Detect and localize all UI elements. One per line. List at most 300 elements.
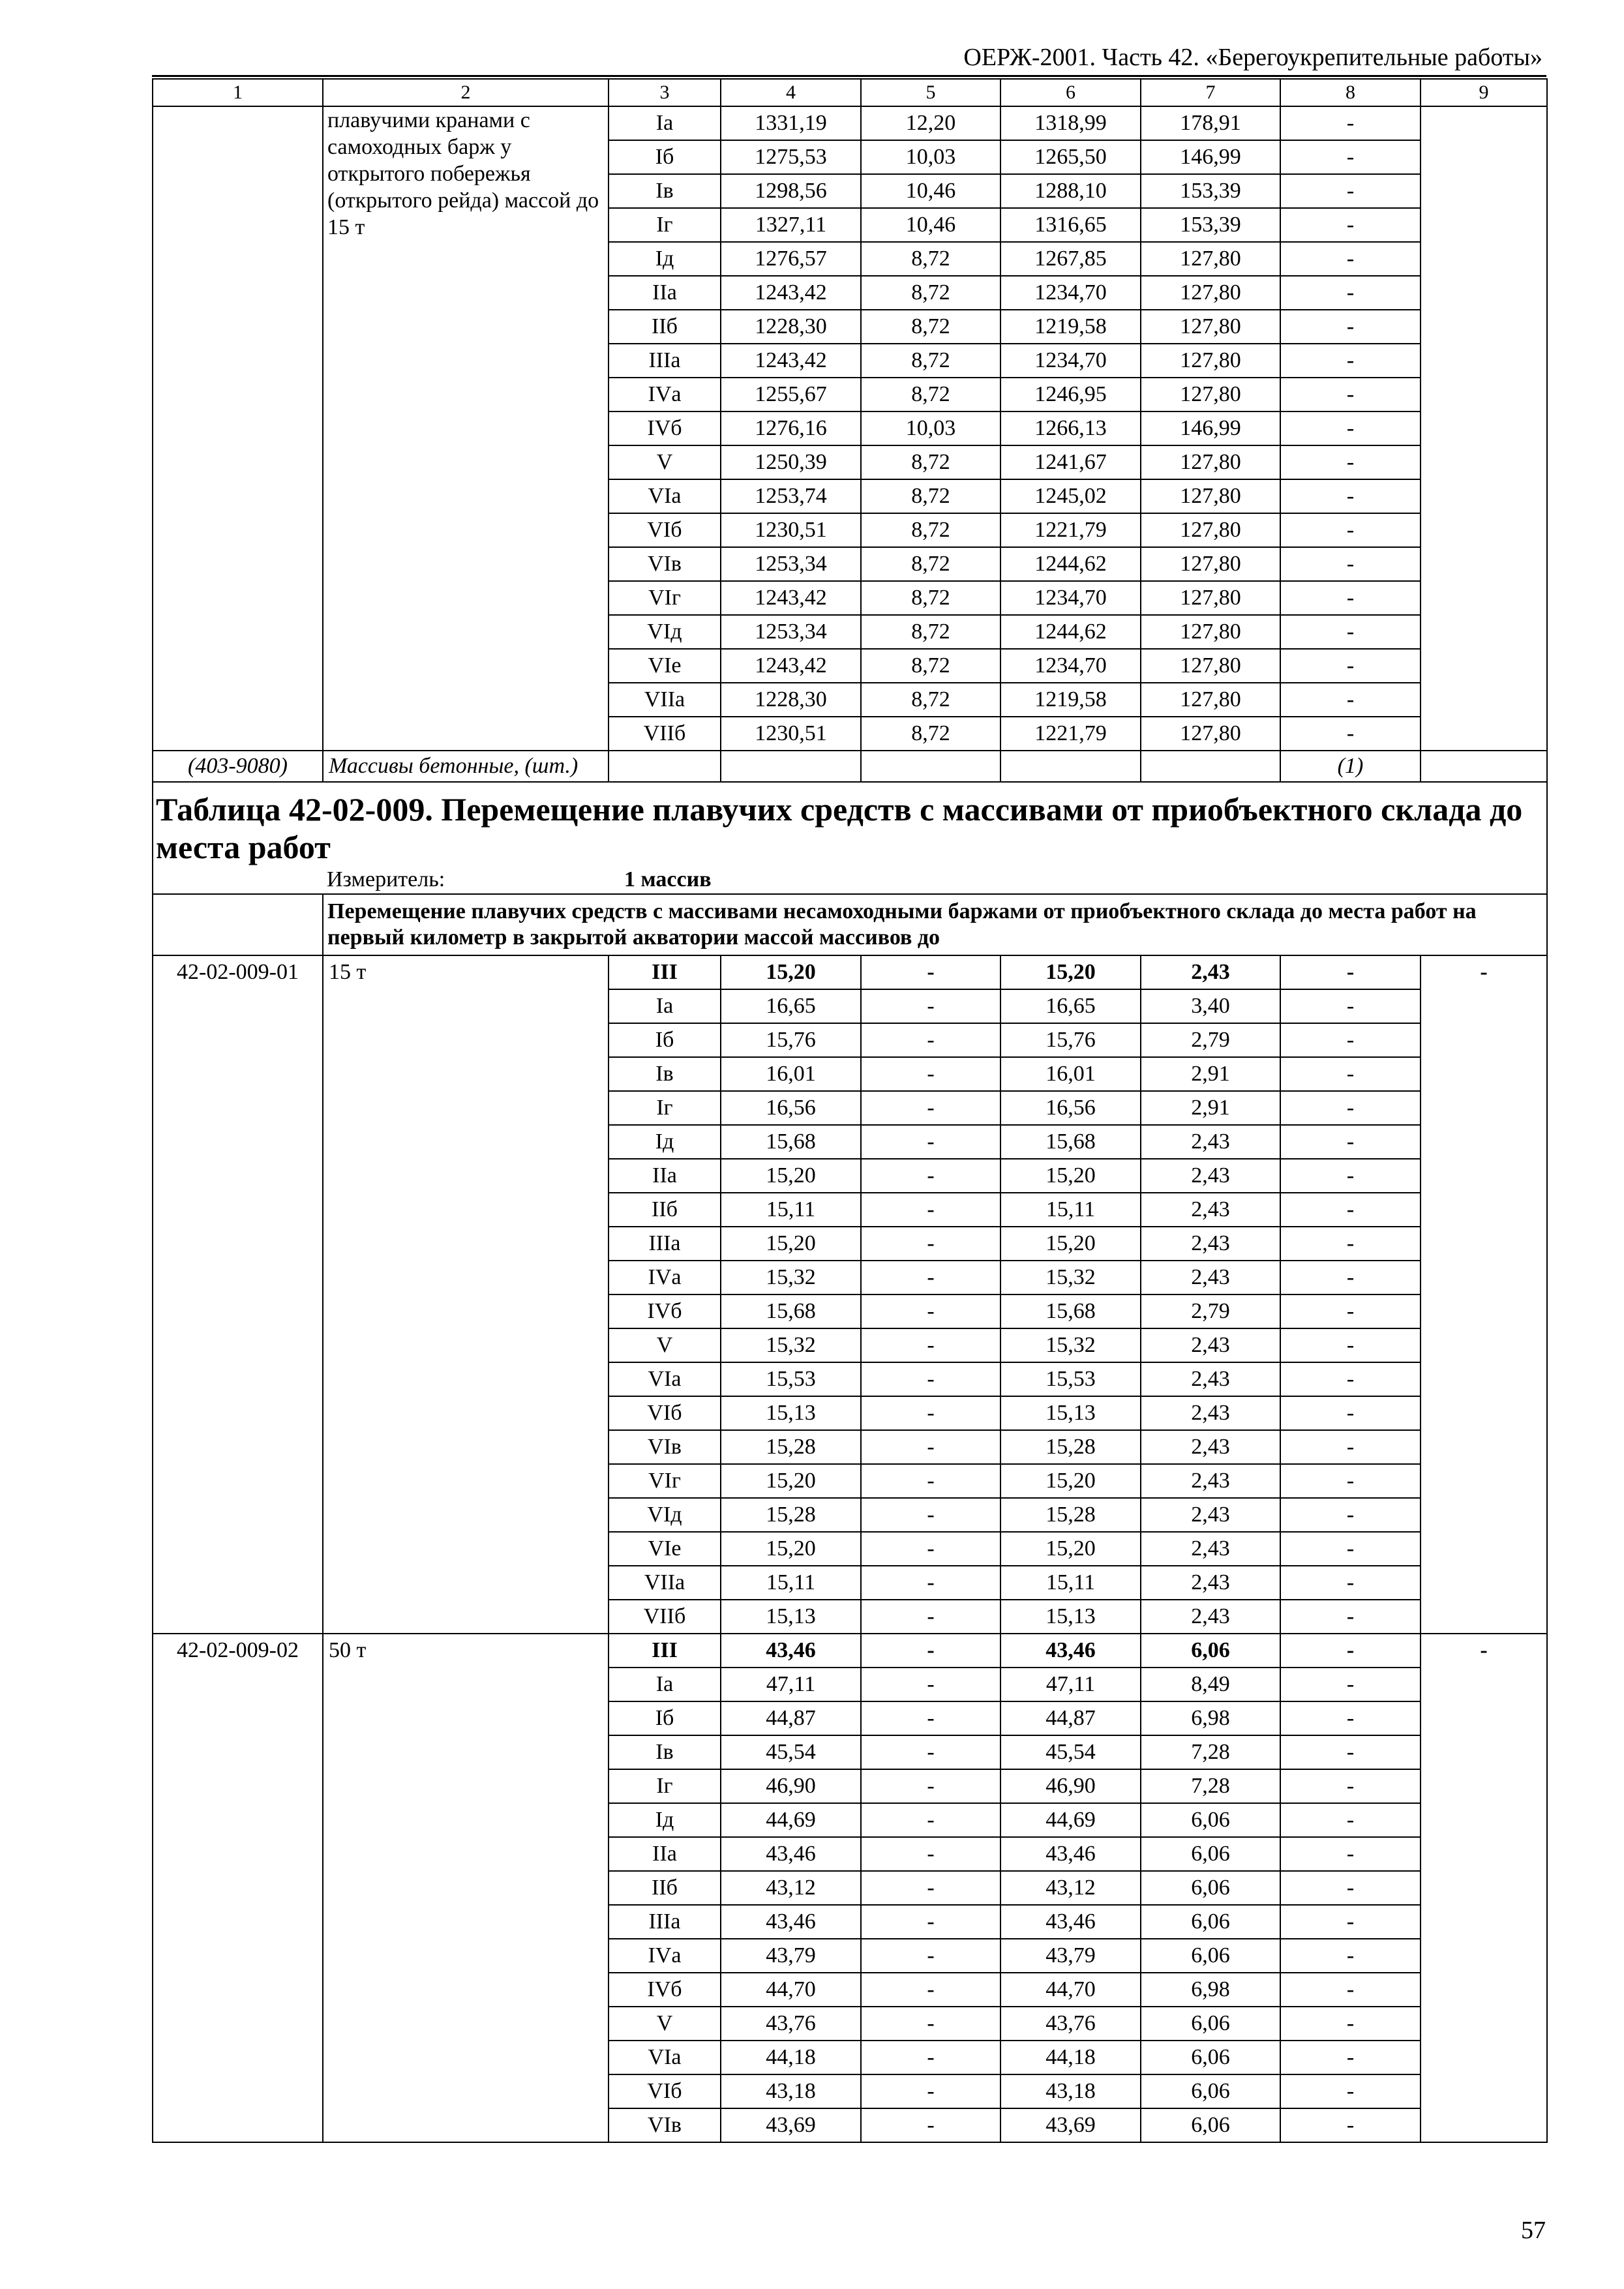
zone-cell: Iб bbox=[609, 1701, 721, 1735]
zone-cell: IVа bbox=[609, 1261, 721, 1294]
value-cell: 2,43 bbox=[1141, 1193, 1280, 1227]
value-cell: - bbox=[1280, 1362, 1421, 1396]
value-cell: - bbox=[1280, 1769, 1421, 1803]
value-cell: 15,20 bbox=[1000, 1159, 1141, 1193]
value-cell: 6,06 bbox=[1141, 1837, 1280, 1871]
zone-cell: VIв bbox=[609, 547, 721, 581]
value-cell: 2,91 bbox=[1141, 1091, 1280, 1125]
value-cell: - bbox=[861, 1837, 1000, 1871]
zone-cell: IIа bbox=[609, 1837, 721, 1871]
value-cell: - bbox=[861, 1566, 1000, 1600]
value-cell: 16,56 bbox=[721, 1091, 861, 1125]
value-cell: - bbox=[1280, 1871, 1421, 1905]
value-cell: - bbox=[861, 1261, 1000, 1294]
value-cell: - bbox=[1280, 1668, 1421, 1701]
zone-cell: VIб bbox=[609, 2074, 721, 2108]
value-cell: 127,80 bbox=[1141, 344, 1280, 378]
value-cell: 1244,62 bbox=[1000, 547, 1141, 581]
resource-name: Массивы бетонные, (шт.) bbox=[323, 751, 609, 782]
value-cell: 15,20 bbox=[1000, 1532, 1141, 1566]
value-cell: - bbox=[861, 1294, 1000, 1328]
value-cell: 1234,70 bbox=[1000, 581, 1141, 615]
mass-label: 15 т bbox=[323, 955, 609, 1634]
value-cell: 15,76 bbox=[1000, 1023, 1141, 1057]
zone-cell: Iб bbox=[609, 140, 721, 174]
value-cell: - bbox=[861, 1634, 1000, 1668]
value-cell: 1318,99 bbox=[1000, 106, 1141, 140]
value-cell: 178,91 bbox=[1141, 106, 1280, 140]
value-cell: 153,39 bbox=[1141, 174, 1280, 208]
value-cell: 1265,50 bbox=[1000, 140, 1141, 174]
value-cell: 15,20 bbox=[721, 1159, 861, 1193]
value-cell: 8,72 bbox=[861, 310, 1000, 344]
column-number: 9 bbox=[1421, 79, 1547, 106]
value-cell: 44,18 bbox=[1000, 2041, 1141, 2074]
value-cell: 2,79 bbox=[1141, 1023, 1280, 1057]
value-cell: 15,13 bbox=[721, 1600, 861, 1634]
value-cell: - bbox=[1280, 174, 1421, 208]
zone-cell: VIа bbox=[609, 479, 721, 513]
value-cell: 1243,42 bbox=[721, 581, 861, 615]
value-cell: 8,72 bbox=[861, 242, 1000, 276]
value-cell: 127,80 bbox=[1141, 683, 1280, 717]
value-cell: - bbox=[861, 1227, 1000, 1261]
value-cell: 1275,53 bbox=[721, 140, 861, 174]
zone-cell: IVб bbox=[609, 1294, 721, 1328]
value-cell: 1243,42 bbox=[721, 276, 861, 310]
value-cell: 15,20 bbox=[1000, 955, 1141, 989]
value-cell: 1253,34 bbox=[721, 547, 861, 581]
value-cell: - bbox=[1280, 276, 1421, 310]
measure-row bbox=[153, 866, 1547, 894]
value-cell: 15,32 bbox=[1000, 1261, 1141, 1294]
table-row-main bbox=[153, 955, 1547, 989]
value-cell: 2,43 bbox=[1141, 1159, 1280, 1193]
zone-cell: IVб bbox=[609, 1973, 721, 2007]
value-cell: - bbox=[1280, 717, 1421, 751]
zone-cell: Iв bbox=[609, 1057, 721, 1091]
zone-cell: Iб bbox=[609, 1023, 721, 1057]
value-cell: - bbox=[861, 1396, 1000, 1430]
zone-cell: Iд bbox=[609, 1125, 721, 1159]
zone-cell: Iа bbox=[609, 106, 721, 140]
value-cell: 43,46 bbox=[721, 1905, 861, 1939]
value-cell: - bbox=[1280, 1328, 1421, 1362]
value-cell: - bbox=[1280, 1159, 1421, 1193]
value-cell: 15,11 bbox=[721, 1566, 861, 1600]
zone-cell: Iг bbox=[609, 208, 721, 242]
value-cell: 10,46 bbox=[861, 174, 1000, 208]
value-cell: 2,43 bbox=[1141, 1362, 1280, 1396]
value-cell: - bbox=[1280, 1294, 1421, 1328]
zone-cell: VIIа bbox=[609, 683, 721, 717]
value-cell: 1266,13 bbox=[1000, 411, 1141, 445]
value-cell: 43,18 bbox=[721, 2074, 861, 2108]
empty-cell bbox=[1000, 751, 1141, 782]
value-cell: 15,32 bbox=[1000, 1328, 1141, 1362]
value-cell: 44,70 bbox=[1000, 1973, 1141, 2007]
value-cell: 43,46 bbox=[1000, 1837, 1141, 1871]
value-cell: - bbox=[861, 1125, 1000, 1159]
value-cell: 8,72 bbox=[861, 581, 1000, 615]
zone-cell: IIIа bbox=[609, 344, 721, 378]
zone-cell: IVа bbox=[609, 378, 721, 411]
value-cell: 1246,95 bbox=[1000, 378, 1141, 411]
value-cell: 127,80 bbox=[1141, 581, 1280, 615]
rates-table-body bbox=[153, 79, 1547, 2142]
value-cell: - bbox=[1421, 955, 1547, 1634]
zone-cell: V bbox=[609, 1328, 721, 1362]
value-cell: - bbox=[1280, 1193, 1421, 1227]
value-cell: - bbox=[861, 1498, 1000, 1532]
value-cell: 8,72 bbox=[861, 378, 1000, 411]
value-cell: 1228,30 bbox=[721, 310, 861, 344]
value-cell: 2,43 bbox=[1141, 955, 1280, 989]
value-cell: 1234,70 bbox=[1000, 276, 1141, 310]
measure-spacer bbox=[153, 866, 323, 894]
table-title-row bbox=[153, 782, 1547, 866]
value-cell: - bbox=[1280, 1023, 1421, 1057]
value-cell: 15,11 bbox=[1000, 1193, 1141, 1227]
rate-code: 42-02-009-01 bbox=[153, 955, 323, 1634]
value-cell: 1219,58 bbox=[1000, 310, 1141, 344]
value-cell: 15,20 bbox=[1000, 1464, 1141, 1498]
value-cell: - bbox=[861, 1701, 1000, 1735]
value-cell: 15,20 bbox=[721, 955, 861, 989]
value-cell: - bbox=[861, 1735, 1000, 1769]
resource-code: (403-9080) bbox=[153, 751, 323, 782]
value-cell: 127,80 bbox=[1141, 513, 1280, 547]
table-row-main bbox=[153, 1634, 1547, 1668]
value-cell: - bbox=[1280, 208, 1421, 242]
value-cell: - bbox=[1280, 1735, 1421, 1769]
zone-cell: IVа bbox=[609, 1939, 721, 1973]
value-cell: 127,80 bbox=[1141, 378, 1280, 411]
value-cell: 43,46 bbox=[721, 1837, 861, 1871]
value-cell: - bbox=[1280, 649, 1421, 683]
value-cell: 16,01 bbox=[721, 1057, 861, 1091]
value-cell: 1221,79 bbox=[1000, 717, 1141, 751]
value-cell: - bbox=[861, 1464, 1000, 1498]
value-cell: - bbox=[861, 1328, 1000, 1362]
empty-cell bbox=[861, 751, 1000, 782]
value-cell: - bbox=[1280, 1600, 1421, 1634]
resource-footer-row bbox=[153, 751, 1547, 782]
value-cell: 8,72 bbox=[861, 683, 1000, 717]
zone-cell: VIв bbox=[609, 2108, 721, 2142]
value-cell: 1276,57 bbox=[721, 242, 861, 276]
value-cell: 2,79 bbox=[1141, 1294, 1280, 1328]
running-header: ОЕРЖ-2001. Часть 42. «Берегоукрепительные работы» bbox=[963, 44, 1542, 71]
zone-cell: VIIа bbox=[609, 1566, 721, 1600]
zone-cell: VIIб bbox=[609, 1600, 721, 1634]
value-cell: 15,68 bbox=[1000, 1294, 1141, 1328]
value-cell: 1241,67 bbox=[1000, 445, 1141, 479]
value-cell: - bbox=[1421, 1634, 1547, 2142]
column-number: 3 bbox=[609, 79, 721, 106]
column-number: 1 bbox=[153, 79, 323, 106]
value-cell: - bbox=[861, 1057, 1000, 1091]
value-cell: 44,18 bbox=[721, 2041, 861, 2074]
value-cell: - bbox=[1280, 2007, 1421, 2041]
value-cell: 2,43 bbox=[1141, 1125, 1280, 1159]
value-cell: 1230,51 bbox=[721, 513, 861, 547]
value-cell: - bbox=[1280, 1803, 1421, 1837]
value-cell: 8,72 bbox=[861, 547, 1000, 581]
value-cell: 15,68 bbox=[1000, 1125, 1141, 1159]
value-cell: 43,69 bbox=[721, 2108, 861, 2142]
value-cell: 47,11 bbox=[721, 1668, 861, 1701]
value-cell: 44,70 bbox=[721, 1973, 861, 2007]
value-cell: 6,06 bbox=[1141, 2041, 1280, 2074]
zone-cell: Iв bbox=[609, 1735, 721, 1769]
value-cell: - bbox=[1280, 1464, 1421, 1498]
value-cell: - bbox=[861, 1532, 1000, 1566]
value-cell: 46,90 bbox=[721, 1769, 861, 1803]
value-cell: 1267,85 bbox=[1000, 242, 1141, 276]
value-cell: 43,76 bbox=[1000, 2007, 1141, 2041]
value-cell: 127,80 bbox=[1141, 276, 1280, 310]
zone-cell: Iа bbox=[609, 1668, 721, 1701]
value-cell: - bbox=[1280, 344, 1421, 378]
subheading: Перемещение плавучих средств с массивами несамоходными баржами от приобъектного склада до места работ на первый километр в закрытой акватории массой массивов до bbox=[323, 894, 1547, 955]
zone-cell: III bbox=[609, 955, 721, 989]
value-cell: 43,12 bbox=[1000, 1871, 1141, 1905]
column-number: 4 bbox=[721, 79, 861, 106]
value-cell: 43,46 bbox=[721, 1634, 861, 1668]
page-number: 57 bbox=[1521, 2217, 1546, 2244]
value-cell: 15,76 bbox=[721, 1023, 861, 1057]
zone-cell: V bbox=[609, 2007, 721, 2041]
zone-cell: VIд bbox=[609, 615, 721, 649]
value-cell: 2,43 bbox=[1141, 1600, 1280, 1634]
column-number: 2 bbox=[323, 79, 609, 106]
value-cell: - bbox=[1280, 615, 1421, 649]
value-cell: 15,28 bbox=[1000, 1430, 1141, 1464]
value-cell: 43,46 bbox=[1000, 1905, 1141, 1939]
value-cell: - bbox=[861, 1362, 1000, 1396]
value-cell: - bbox=[861, 1905, 1000, 1939]
value-cell: 1219,58 bbox=[1000, 683, 1141, 717]
value-cell: 43,76 bbox=[721, 2007, 861, 2041]
value-cell: - bbox=[861, 2108, 1000, 2142]
value-cell: - bbox=[861, 1430, 1000, 1464]
zone-cell: VIе bbox=[609, 1532, 721, 1566]
zone-cell: VIе bbox=[609, 649, 721, 683]
value-cell: - bbox=[1280, 140, 1421, 174]
value-cell: - bbox=[861, 1193, 1000, 1227]
work-description: плавучими кранами с самоходных барж у открытого побережья (открытого рейда) массой до 15 т bbox=[323, 106, 609, 751]
value-cell: - bbox=[1280, 1227, 1421, 1261]
value-cell: 6,06 bbox=[1141, 1905, 1280, 1939]
value-cell: 2,43 bbox=[1141, 1328, 1280, 1362]
resource-quantity: (1) bbox=[1280, 751, 1421, 782]
value-cell: - bbox=[1280, 989, 1421, 1023]
value-cell: 7,28 bbox=[1141, 1769, 1280, 1803]
value-cell: 2,43 bbox=[1141, 1430, 1280, 1464]
zone-cell: III bbox=[609, 1634, 721, 1668]
zone-cell: VIв bbox=[609, 1430, 721, 1464]
value-cell: 10,03 bbox=[861, 411, 1000, 445]
zone-cell: IIб bbox=[609, 1871, 721, 1905]
value-cell: 8,72 bbox=[861, 513, 1000, 547]
value-cell: 15,11 bbox=[721, 1193, 861, 1227]
zone-cell: Iд bbox=[609, 242, 721, 276]
value-cell: - bbox=[1280, 1430, 1421, 1464]
zone-cell: IIIа bbox=[609, 1227, 721, 1261]
value-cell: 15,20 bbox=[1000, 1227, 1141, 1261]
value-cell: 45,54 bbox=[1000, 1735, 1141, 1769]
value-cell: 127,80 bbox=[1141, 547, 1280, 581]
value-cell: 8,72 bbox=[861, 344, 1000, 378]
value-cell: 2,43 bbox=[1141, 1227, 1280, 1261]
value-cell: - bbox=[1280, 1939, 1421, 1973]
value-cell: - bbox=[861, 1803, 1000, 1837]
value-cell: 6,06 bbox=[1141, 2108, 1280, 2142]
value-cell: - bbox=[1280, 581, 1421, 615]
value-cell: 2,43 bbox=[1141, 1464, 1280, 1498]
value-cell: 1331,19 bbox=[721, 106, 861, 140]
value-cell: - bbox=[1280, 2108, 1421, 2142]
subheading-spacer bbox=[153, 894, 323, 955]
value-cell: 1228,30 bbox=[721, 683, 861, 717]
value-cell: 15,20 bbox=[721, 1227, 861, 1261]
value-cell: - bbox=[1280, 1396, 1421, 1430]
value-cell: 10,03 bbox=[861, 140, 1000, 174]
value-cell: 15,11 bbox=[1000, 1566, 1141, 1600]
zone-cell: VIа bbox=[609, 2041, 721, 2074]
value-cell: - bbox=[861, 2074, 1000, 2108]
value-cell: 6,06 bbox=[1141, 1803, 1280, 1837]
value-cell: 15,13 bbox=[721, 1396, 861, 1430]
zone-cell: V bbox=[609, 445, 721, 479]
zone-cell: VIг bbox=[609, 581, 721, 615]
value-cell: 8,72 bbox=[861, 717, 1000, 751]
value-cell: - bbox=[1280, 378, 1421, 411]
value-cell: 44,87 bbox=[721, 1701, 861, 1735]
value-cell: 46,90 bbox=[1000, 1769, 1141, 1803]
value-cell: 1234,70 bbox=[1000, 344, 1141, 378]
value-cell-empty bbox=[1421, 106, 1547, 751]
value-cell: 1316,65 bbox=[1000, 208, 1141, 242]
value-cell: 1253,34 bbox=[721, 615, 861, 649]
value-cell: 43,46 bbox=[1000, 1634, 1141, 1668]
zone-cell: Iг bbox=[609, 1769, 721, 1803]
value-cell: - bbox=[861, 1769, 1000, 1803]
value-cell: 2,43 bbox=[1141, 1532, 1280, 1566]
value-cell: 1255,67 bbox=[721, 378, 861, 411]
rates-table bbox=[152, 78, 1548, 2143]
value-cell: 146,99 bbox=[1141, 411, 1280, 445]
value-cell: - bbox=[1280, 445, 1421, 479]
value-cell: 15,53 bbox=[721, 1362, 861, 1396]
empty-cell bbox=[1141, 751, 1280, 782]
zone-cell: Iд bbox=[609, 1803, 721, 1837]
subheading-row bbox=[153, 894, 1547, 955]
value-cell: 15,68 bbox=[721, 1125, 861, 1159]
value-cell: 15,28 bbox=[1000, 1498, 1141, 1532]
zone-cell: IIб bbox=[609, 1193, 721, 1227]
value-cell: - bbox=[1280, 1057, 1421, 1091]
empty-cell bbox=[609, 751, 721, 782]
value-cell: - bbox=[861, 1023, 1000, 1057]
value-cell: 3,40 bbox=[1141, 989, 1280, 1023]
header-rule bbox=[152, 75, 1546, 77]
value-cell: - bbox=[1280, 1634, 1421, 1668]
value-cell: 6,06 bbox=[1141, 2074, 1280, 2108]
value-cell: 1298,56 bbox=[721, 174, 861, 208]
value-cell: 2,43 bbox=[1141, 1396, 1280, 1430]
measure-label: Измеритель: bbox=[323, 866, 609, 894]
value-cell: 1230,51 bbox=[721, 717, 861, 751]
value-cell: 2,91 bbox=[1141, 1057, 1280, 1091]
value-cell: - bbox=[1280, 1498, 1421, 1532]
value-cell: 127,80 bbox=[1141, 242, 1280, 276]
value-cell: - bbox=[861, 1091, 1000, 1125]
code-cell-empty bbox=[153, 106, 323, 751]
value-cell: - bbox=[1280, 1566, 1421, 1600]
value-cell: 8,72 bbox=[861, 615, 1000, 649]
value-cell: 6,06 bbox=[1141, 1939, 1280, 1973]
value-cell: 15,20 bbox=[721, 1532, 861, 1566]
value-cell: 8,49 bbox=[1141, 1668, 1280, 1701]
value-cell: 7,28 bbox=[1141, 1735, 1280, 1769]
value-cell: 127,80 bbox=[1141, 649, 1280, 683]
value-cell: 16,01 bbox=[1000, 1057, 1141, 1091]
value-cell: - bbox=[1280, 1701, 1421, 1735]
value-cell: 15,13 bbox=[1000, 1600, 1141, 1634]
value-cell: 1245,02 bbox=[1000, 479, 1141, 513]
zone-cell: VIг bbox=[609, 1464, 721, 1498]
rate-code: 42-02-009-02 bbox=[153, 1634, 323, 2142]
value-cell: 8,72 bbox=[861, 276, 1000, 310]
value-cell: - bbox=[861, 2041, 1000, 2074]
value-cell: 43,18 bbox=[1000, 2074, 1141, 2108]
value-cell: - bbox=[1280, 1091, 1421, 1125]
empty-cell bbox=[721, 751, 861, 782]
value-cell: - bbox=[1280, 1973, 1421, 2007]
value-cell: 8,72 bbox=[861, 445, 1000, 479]
value-cell: 1243,42 bbox=[721, 649, 861, 683]
value-cell: - bbox=[1280, 1905, 1421, 1939]
value-cell: 43,79 bbox=[721, 1939, 861, 1973]
column-number: 5 bbox=[861, 79, 1000, 106]
value-cell: 45,54 bbox=[721, 1735, 861, 1769]
value-cell: 2,43 bbox=[1141, 1498, 1280, 1532]
value-cell: 127,80 bbox=[1141, 310, 1280, 344]
value-cell: 15,28 bbox=[721, 1498, 861, 1532]
value-cell: 1288,10 bbox=[1000, 174, 1141, 208]
value-cell: 15,28 bbox=[721, 1430, 861, 1464]
value-cell: - bbox=[1280, 1837, 1421, 1871]
value-cell: - bbox=[1280, 513, 1421, 547]
value-cell: 6,06 bbox=[1141, 2007, 1280, 2041]
value-cell: - bbox=[1280, 310, 1421, 344]
zone-cell: VIIб bbox=[609, 717, 721, 751]
value-cell: 1234,70 bbox=[1000, 649, 1141, 683]
value-cell: - bbox=[861, 1668, 1000, 1701]
value-cell: - bbox=[1280, 955, 1421, 989]
zone-cell: VIа bbox=[609, 1362, 721, 1396]
value-cell: - bbox=[1280, 547, 1421, 581]
value-cell: - bbox=[861, 1159, 1000, 1193]
value-cell: 127,80 bbox=[1141, 615, 1280, 649]
value-cell: - bbox=[1280, 1125, 1421, 1159]
value-cell: 44,69 bbox=[1000, 1803, 1141, 1837]
value-cell: - bbox=[861, 1973, 1000, 2007]
table-title: Таблица 42-02-009. Перемещение плавучих средств с массивами от приобъектного склада до места работ bbox=[153, 782, 1547, 866]
zone-cell: IIа bbox=[609, 276, 721, 310]
